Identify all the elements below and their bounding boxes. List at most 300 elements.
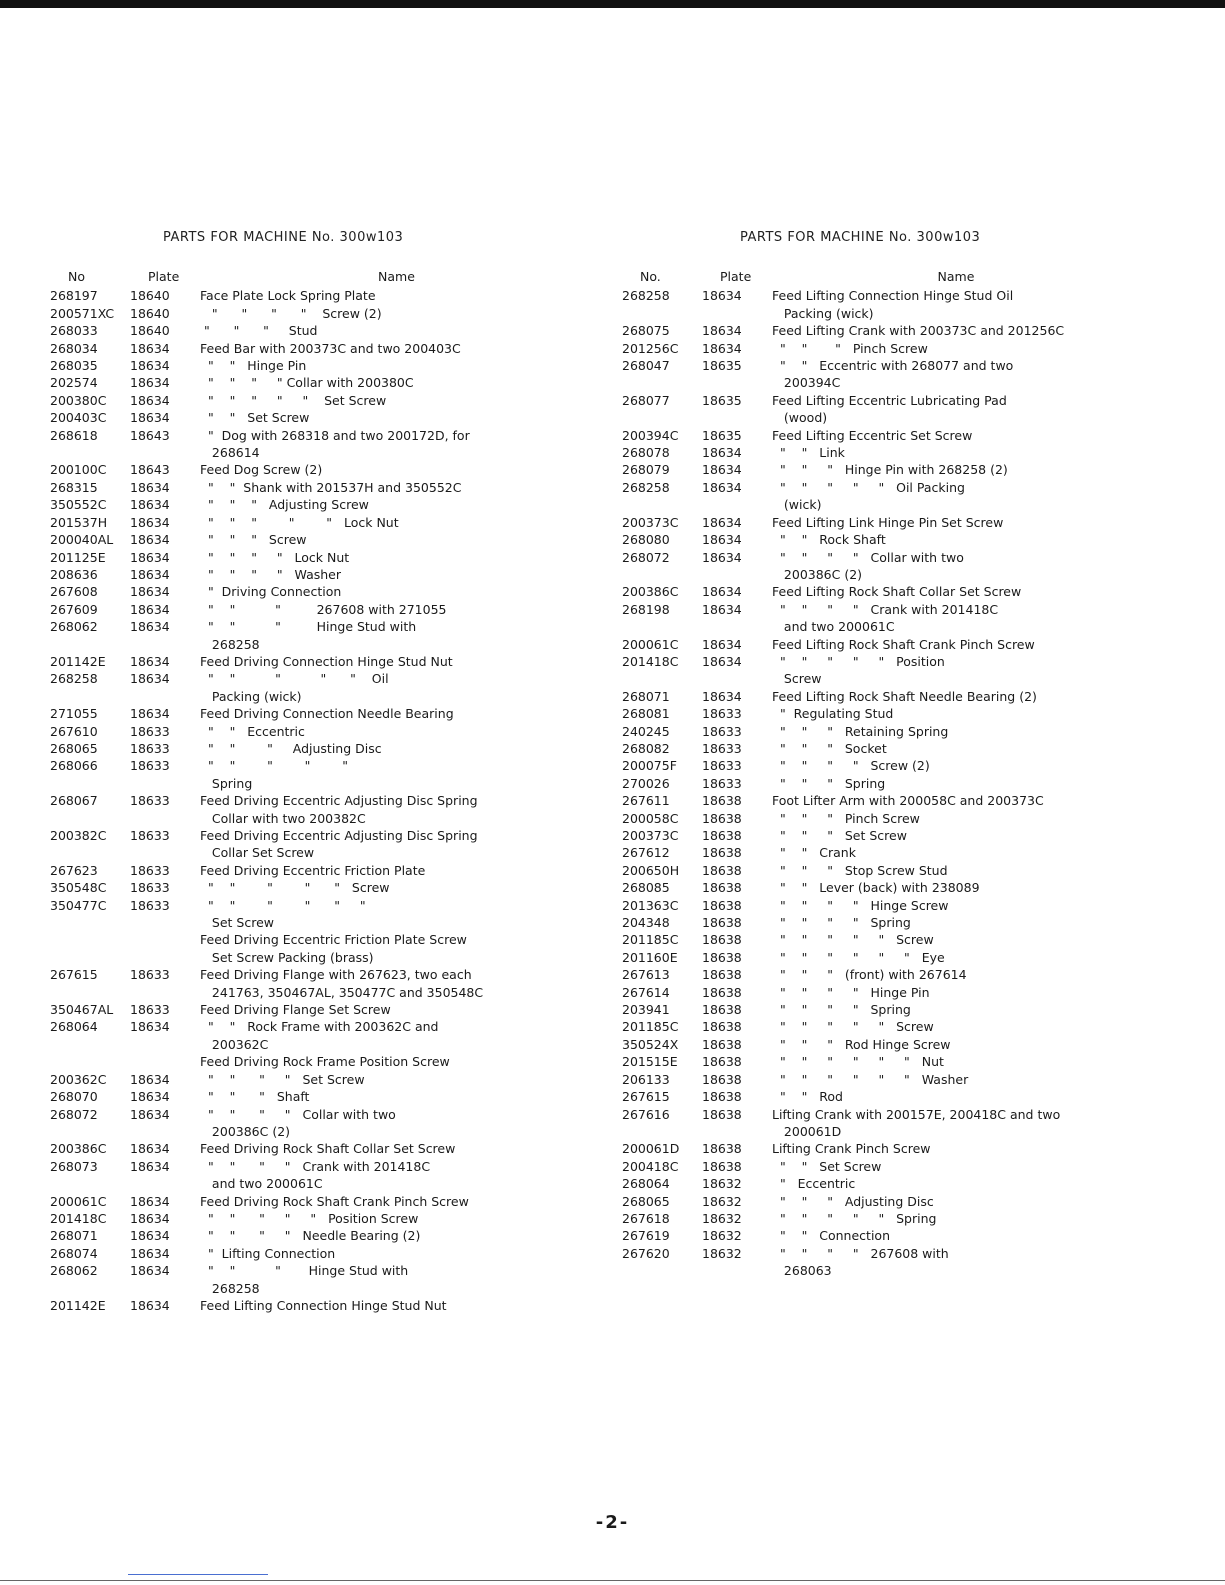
plate-number: 18633 bbox=[130, 880, 170, 896]
part-number: 267611 bbox=[622, 793, 670, 809]
part-number: 200373C bbox=[622, 514, 679, 530]
table-row bbox=[622, 287, 1122, 322]
plate-number: 18638 bbox=[702, 1036, 742, 1052]
part-name bbox=[200, 1193, 575, 1210]
table-row bbox=[50, 479, 575, 496]
part-name bbox=[772, 461, 1122, 478]
part-name-continuation: Spring bbox=[200, 775, 253, 791]
part-name-continuation: Collar with two 200382C bbox=[200, 810, 366, 826]
part-name-line: Feed Lifting Rock Shaft Needle Bearing (2) bbox=[772, 688, 1037, 704]
plate-number: 18633 bbox=[702, 706, 742, 722]
plate-number: 18634 bbox=[130, 1106, 170, 1122]
part-number: 268258 bbox=[622, 288, 670, 304]
header-name: Name bbox=[937, 269, 975, 284]
plate-number: 18634 bbox=[130, 392, 170, 408]
part-name-line: Feed Driving Rock Frame Position Screw bbox=[200, 1054, 450, 1070]
part-number: 350548C bbox=[50, 880, 107, 896]
part-name bbox=[772, 1245, 1122, 1280]
part-name-line: " Lifting Connection bbox=[200, 1245, 336, 1261]
part-number: 350477C bbox=[50, 897, 107, 913]
plate-number: 18640 bbox=[130, 323, 170, 339]
part-number: 268258 bbox=[50, 671, 98, 687]
plate-number: 18638 bbox=[702, 1141, 742, 1157]
part-name-line: " " " " " Oil bbox=[200, 671, 389, 687]
header-no: No bbox=[68, 269, 85, 284]
part-number: 200075F bbox=[622, 758, 677, 774]
part-name bbox=[772, 636, 1122, 653]
part-name-line: " " Link bbox=[772, 445, 845, 461]
part-name bbox=[772, 897, 1122, 914]
table-row bbox=[622, 427, 1122, 444]
part-name-line: " " " " " " Washer bbox=[772, 1071, 969, 1087]
plate-number: 18634 bbox=[702, 445, 742, 461]
plate-number: 18634 bbox=[702, 288, 742, 304]
part-name bbox=[200, 931, 575, 966]
plate-number: 18634 bbox=[130, 532, 170, 548]
plate-number: 18634 bbox=[130, 514, 170, 530]
plate-number bbox=[130, 1053, 200, 1070]
plate-number: 18638 bbox=[702, 932, 742, 948]
part-number: 268070 bbox=[50, 1089, 98, 1105]
part-name bbox=[772, 531, 1122, 548]
part-name bbox=[200, 723, 575, 740]
part-name bbox=[200, 897, 575, 932]
part-name bbox=[772, 949, 1122, 966]
part-name bbox=[772, 287, 1122, 322]
table-row bbox=[50, 670, 575, 705]
part-number: 267614 bbox=[622, 984, 670, 1000]
part-name-continuation: 200061D bbox=[772, 1123, 842, 1139]
plate-number: 18634 bbox=[130, 671, 170, 687]
part-name bbox=[200, 531, 575, 548]
plate-number: 18634 bbox=[702, 601, 742, 617]
table-row bbox=[50, 1071, 575, 1088]
table-row bbox=[622, 844, 1122, 861]
part-name-continuation: 200386C (2) bbox=[200, 1123, 291, 1139]
table-row bbox=[50, 305, 575, 322]
part-name bbox=[772, 1018, 1122, 1035]
part-name-line: " " Rod bbox=[772, 1089, 843, 1105]
table-row bbox=[50, 409, 575, 426]
part-name-line: " " " " " Screw bbox=[772, 1019, 934, 1035]
table-row bbox=[622, 1210, 1122, 1227]
table-row bbox=[50, 618, 575, 653]
table-row bbox=[50, 1158, 575, 1193]
plate-number: 18632 bbox=[702, 1210, 742, 1226]
plate-number: 18634 bbox=[130, 479, 170, 495]
plate-number: 18638 bbox=[702, 862, 742, 878]
part-name-line: " " " Adjusting Disc bbox=[772, 1193, 934, 1209]
part-name-line: " " " " Screw (2) bbox=[200, 305, 382, 321]
plate-number: 18634 bbox=[130, 1228, 170, 1244]
part-name-line: " " " " Collar with 200380C bbox=[200, 375, 414, 391]
table-row bbox=[50, 1053, 575, 1070]
part-name-line: " " " " Needle Bearing (2) bbox=[200, 1228, 421, 1244]
part-number: 268065 bbox=[50, 740, 98, 756]
part-number: 267609 bbox=[50, 601, 98, 617]
part-name bbox=[772, 1088, 1122, 1105]
part-name bbox=[772, 775, 1122, 792]
part-number: 267620 bbox=[622, 1245, 670, 1261]
table-row bbox=[622, 705, 1122, 722]
part-number: 200061D bbox=[622, 1141, 680, 1157]
table-row bbox=[50, 1001, 575, 1018]
table-row bbox=[622, 461, 1122, 478]
part-name-line: Face Plate Lock Spring Plate bbox=[200, 288, 376, 304]
table-row bbox=[50, 1210, 575, 1227]
table-row bbox=[622, 984, 1122, 1001]
part-name bbox=[200, 392, 575, 409]
table-row bbox=[622, 949, 1122, 966]
plate-number: 18633 bbox=[130, 793, 170, 809]
plate-number: 18638 bbox=[702, 1002, 742, 1018]
plate-number: 18634 bbox=[130, 619, 170, 635]
table-row bbox=[622, 775, 1122, 792]
table-row bbox=[622, 810, 1122, 827]
part-number: 268618 bbox=[50, 427, 98, 443]
part-name bbox=[200, 287, 575, 304]
part-number: 200403C bbox=[50, 410, 107, 426]
part-name-line: Feed Lifting Connection Hinge Stud Oil bbox=[772, 288, 1014, 304]
part-number: 200382C bbox=[50, 828, 107, 843]
part-name bbox=[200, 566, 575, 583]
part-name-line: " " " Pinch Screw bbox=[772, 810, 920, 826]
plate-number: 18638 bbox=[702, 1054, 742, 1070]
part-name-line: " " Rock Frame with 200362C and bbox=[200, 1019, 439, 1035]
table-row bbox=[50, 461, 575, 478]
table-row bbox=[50, 322, 575, 339]
part-number: 200394C bbox=[622, 427, 679, 443]
part-number: 240245 bbox=[622, 723, 670, 739]
part-name-line: " " " " " Position Screw bbox=[200, 1210, 419, 1226]
part-name bbox=[200, 1053, 575, 1070]
part-name-line: Feed Bar with 200373C and two 200403C bbox=[200, 340, 461, 356]
part-number: 267610 bbox=[50, 723, 98, 739]
table-row bbox=[622, 1175, 1122, 1192]
plate-number: 18638 bbox=[702, 1158, 742, 1174]
part-name bbox=[200, 1262, 575, 1297]
table-row bbox=[622, 1001, 1122, 1018]
part-name bbox=[200, 879, 575, 896]
part-name bbox=[772, 1158, 1122, 1175]
part-name-line: " " Shank with 201537H and 350552C bbox=[200, 479, 462, 495]
part-number: 268198 bbox=[622, 601, 670, 617]
part-number: 267618 bbox=[622, 1210, 670, 1226]
part-number: 268085 bbox=[622, 880, 670, 896]
table-row bbox=[622, 636, 1122, 653]
part-name bbox=[772, 827, 1122, 844]
part-name-line: " " " " " Oil Packing bbox=[772, 479, 965, 495]
part-name bbox=[200, 827, 575, 862]
right-table-header bbox=[622, 268, 1122, 285]
part-number: 206133 bbox=[622, 1071, 670, 1087]
part-number: 268065 bbox=[622, 1193, 670, 1209]
part-name bbox=[200, 583, 575, 600]
plate-number: 18638 bbox=[702, 1089, 742, 1105]
part-number: 267613 bbox=[622, 967, 670, 983]
table-row bbox=[622, 1053, 1122, 1070]
table-row bbox=[622, 757, 1122, 774]
table-row bbox=[50, 374, 575, 391]
part-name bbox=[200, 479, 575, 496]
part-name-line: Feed Lifting Rock Shaft Crank Pinch Screw bbox=[772, 636, 1035, 652]
part-name-line: " " " Adjusting Screw bbox=[200, 497, 369, 513]
plate-number: 18632 bbox=[702, 1176, 742, 1192]
table-row bbox=[50, 496, 575, 513]
table-row bbox=[50, 1106, 575, 1141]
part-name-line: " " Hinge Pin bbox=[200, 358, 307, 374]
part-name-continuation: 200386C (2) bbox=[772, 566, 863, 582]
part-name-line: Feed Driving Eccentric Adjusting Disc Spring bbox=[200, 793, 478, 809]
part-name-line: " " " Retaining Spring bbox=[772, 723, 949, 739]
part-name-continuation: Collar Set Screw bbox=[200, 845, 315, 861]
part-number: 201537H bbox=[50, 514, 108, 530]
table-row bbox=[50, 514, 575, 531]
part-name bbox=[772, 444, 1122, 461]
part-name-continuation: 268258 bbox=[200, 636, 260, 652]
part-number: 201142E bbox=[50, 1297, 106, 1313]
table-row bbox=[622, 1140, 1122, 1157]
part-name-line: " " " Set Screw bbox=[772, 828, 907, 843]
table-row bbox=[622, 792, 1122, 809]
part-name bbox=[200, 549, 575, 566]
part-number: 201363C bbox=[622, 897, 679, 913]
part-name bbox=[772, 479, 1122, 514]
part-name bbox=[772, 1106, 1122, 1141]
plate-number: 18635 bbox=[702, 358, 742, 374]
part-name bbox=[772, 514, 1122, 531]
part-name-line: " " " Adjusting Disc bbox=[200, 740, 382, 756]
part-name-line: " " " Spring bbox=[772, 775, 886, 791]
table-row bbox=[622, 931, 1122, 948]
part-number: 204348 bbox=[622, 915, 670, 931]
part-name-line: " " Lever (back) with 238089 bbox=[772, 880, 980, 896]
part-name-continuation: and two 200061C bbox=[772, 619, 895, 635]
part-name-line: " " " Pinch Screw bbox=[772, 340, 928, 356]
plate-number: 18638 bbox=[702, 845, 742, 861]
plate-number: 18634 bbox=[130, 340, 170, 356]
table-row bbox=[50, 966, 575, 1001]
table-row bbox=[622, 514, 1122, 531]
part-name-line: " Regulating Stud bbox=[772, 706, 894, 722]
part-name bbox=[200, 862, 575, 879]
part-name-continuation: 200362C bbox=[200, 1036, 269, 1052]
table-row bbox=[50, 601, 575, 618]
plate-number: 18634 bbox=[130, 601, 170, 617]
part-name bbox=[772, 1175, 1122, 1192]
table-row bbox=[50, 1140, 575, 1157]
plate-number: 18634 bbox=[130, 1193, 170, 1209]
part-name-line: " " " " " Screw bbox=[772, 932, 934, 948]
part-name-line: Lifting Crank with 200157E, 200418C and two bbox=[772, 1106, 1061, 1122]
part-name-line: Feed Driving Rock Shaft Crank Pinch Screw bbox=[200, 1193, 469, 1209]
part-number: 200061C bbox=[622, 636, 679, 652]
plate-number: 18633 bbox=[702, 758, 742, 774]
plate-number: 18633 bbox=[130, 897, 170, 913]
part-number: 200040AL bbox=[50, 532, 114, 548]
plate-number: 18633 bbox=[130, 758, 170, 774]
plate-number: 18638 bbox=[702, 1071, 742, 1087]
header-no: No. bbox=[640, 269, 661, 284]
part-number: 267616 bbox=[622, 1106, 670, 1122]
table-row bbox=[622, 827, 1122, 844]
part-number: 200571XC bbox=[50, 305, 115, 321]
plate-number: 18634 bbox=[702, 532, 742, 548]
plate-number: 18634 bbox=[130, 410, 170, 426]
right-parts-table bbox=[622, 268, 1122, 1280]
part-name-line: " " " " Collar with two bbox=[200, 1106, 396, 1122]
part-name-line: " " Set Screw bbox=[772, 1158, 882, 1174]
part-name-line: " " " Hinge Stud with bbox=[200, 619, 417, 635]
part-number: 268075 bbox=[622, 323, 670, 339]
part-name-line: " " " " Set Screw bbox=[200, 1071, 365, 1087]
plate-number: 18633 bbox=[702, 775, 742, 791]
plate-number: 18633 bbox=[130, 723, 170, 739]
part-name-line: " " " " " Lock Nut bbox=[200, 514, 399, 530]
table-row bbox=[622, 1245, 1122, 1280]
part-name-continuation: 268258 bbox=[200, 1280, 260, 1296]
plate-number: 18634 bbox=[130, 1245, 170, 1261]
part-number: 200650H bbox=[622, 862, 680, 878]
part-name-line: " Eccentric bbox=[772, 1176, 856, 1192]
part-number: 268067 bbox=[50, 793, 98, 809]
table-row bbox=[622, 1088, 1122, 1105]
part-name-line: " " " 267608 with 271055 bbox=[200, 601, 447, 617]
plate-number: 18634 bbox=[702, 479, 742, 495]
table-row bbox=[622, 601, 1122, 636]
part-name bbox=[772, 1210, 1122, 1227]
part-number: 268062 bbox=[50, 619, 98, 635]
part-name-line: " " Crank bbox=[772, 845, 856, 861]
table-row bbox=[50, 1227, 575, 1244]
part-name bbox=[772, 966, 1122, 983]
table-row bbox=[622, 1036, 1122, 1053]
part-number: 200386C bbox=[622, 584, 679, 600]
table-row bbox=[622, 966, 1122, 983]
part-name bbox=[200, 1227, 575, 1244]
part-name bbox=[200, 792, 575, 827]
part-number: 268258 bbox=[622, 479, 670, 495]
part-name-line: " " " Shaft bbox=[200, 1089, 310, 1105]
part-name-line: Feed Lifting Eccentric Lubricating Pad bbox=[772, 392, 1007, 408]
part-number: 202574 bbox=[50, 375, 98, 391]
part-name bbox=[772, 1227, 1122, 1244]
part-name-line: Feed Lifting Rock Shaft Collar Set Screw bbox=[772, 584, 1022, 600]
part-name-continuation: (wick) bbox=[772, 497, 822, 513]
table-row bbox=[622, 862, 1122, 879]
part-name-line: " " Eccentric with 268077 and two bbox=[772, 358, 1014, 374]
part-number: 201185C bbox=[622, 1019, 679, 1035]
table-row bbox=[50, 723, 575, 740]
part-name-line: " Dog with 268318 and two 200172D, for bbox=[200, 427, 470, 443]
part-name bbox=[772, 653, 1122, 688]
table-row bbox=[50, 583, 575, 600]
part-name-line: Lifting Crank Pinch Screw bbox=[772, 1141, 931, 1157]
part-number: 208636 bbox=[50, 566, 98, 582]
top-scan-edge bbox=[0, 0, 1225, 8]
plate-number: 18638 bbox=[702, 1106, 742, 1122]
part-name bbox=[200, 496, 575, 513]
part-number: 268062 bbox=[50, 1263, 98, 1279]
plate-number: 18643 bbox=[130, 462, 170, 478]
part-name bbox=[772, 1193, 1122, 1210]
part-number: 268072 bbox=[50, 1106, 98, 1122]
part-name bbox=[200, 966, 575, 1001]
part-number: 203941 bbox=[622, 1002, 670, 1018]
part-number: 268077 bbox=[622, 392, 670, 408]
part-name bbox=[772, 427, 1122, 444]
part-name-continuation: 200394C bbox=[772, 375, 841, 391]
part-name-line: Feed Lifting Crank with 200373C and 201256C bbox=[772, 323, 1065, 339]
plate-number: 18638 bbox=[702, 1019, 742, 1035]
part-name bbox=[772, 583, 1122, 600]
part-number: 268035 bbox=[50, 358, 98, 374]
part-name-continuation: Screw bbox=[772, 671, 822, 687]
part-name-continuation: Packing (wick) bbox=[200, 688, 302, 704]
part-name-line: Feed Lifting Connection Hinge Stud Nut bbox=[200, 1297, 447, 1313]
part-name-line: " " " Socket bbox=[772, 740, 887, 756]
part-number: 267615 bbox=[50, 967, 98, 983]
part-number: 201160E bbox=[622, 949, 678, 965]
plate-number: 18634 bbox=[130, 706, 170, 722]
part-name-line: Feed Lifting Link Hinge Pin Set Screw bbox=[772, 514, 1004, 530]
table-row bbox=[50, 549, 575, 566]
table-row bbox=[622, 723, 1122, 740]
part-number: 201185C bbox=[622, 932, 679, 948]
left-table-header bbox=[50, 268, 575, 285]
plate-number: 18634 bbox=[130, 1089, 170, 1105]
plate-number: 18634 bbox=[130, 358, 170, 374]
part-number: 201125E bbox=[50, 549, 106, 565]
part-name-line: " " " " " Set Screw bbox=[200, 392, 387, 408]
plate-number: 18638 bbox=[702, 880, 742, 896]
table-row bbox=[622, 479, 1122, 514]
part-name-line: " " " Hinge Pin with 268258 (2) bbox=[772, 462, 1008, 478]
part-name bbox=[772, 322, 1122, 339]
table-row bbox=[50, 287, 575, 304]
part-name-line: Feed Dog Screw (2) bbox=[200, 462, 323, 478]
part-name bbox=[772, 1036, 1122, 1053]
table-row bbox=[50, 427, 575, 462]
part-name-line: " " " Stud bbox=[200, 323, 318, 339]
part-name bbox=[772, 914, 1122, 931]
header-plate: Plate bbox=[720, 269, 752, 284]
part-name-line: " " " " Hinge Screw bbox=[772, 897, 949, 913]
part-name-line: " " " " " Screw bbox=[200, 880, 390, 896]
part-name bbox=[772, 1053, 1122, 1070]
table-row bbox=[50, 653, 575, 670]
part-name-line: " " " " " " bbox=[200, 897, 366, 913]
part-name-line: " " " " Hinge Pin bbox=[772, 984, 930, 1000]
table-row bbox=[622, 1018, 1122, 1035]
table-row bbox=[50, 757, 575, 792]
plate-number: 18633 bbox=[130, 967, 170, 983]
part-number: 268197 bbox=[50, 288, 98, 304]
part-name bbox=[772, 705, 1122, 722]
part-name bbox=[200, 322, 575, 339]
part-name-line: Feed Driving Eccentric Friction Plate bbox=[200, 862, 426, 878]
part-name bbox=[200, 1210, 575, 1227]
part-name-line: " " Connection bbox=[772, 1228, 890, 1244]
table-row bbox=[50, 792, 575, 827]
part-name bbox=[200, 1245, 575, 1262]
part-name-line: " " " (front) with 267614 bbox=[772, 967, 967, 983]
part-number: 350467AL bbox=[50, 1002, 114, 1018]
part-number: 350524X bbox=[622, 1036, 679, 1052]
plate-number: 18634 bbox=[130, 549, 170, 565]
table-row bbox=[50, 705, 575, 722]
part-name-line: " " " " Crank with 201418C bbox=[200, 1158, 431, 1174]
